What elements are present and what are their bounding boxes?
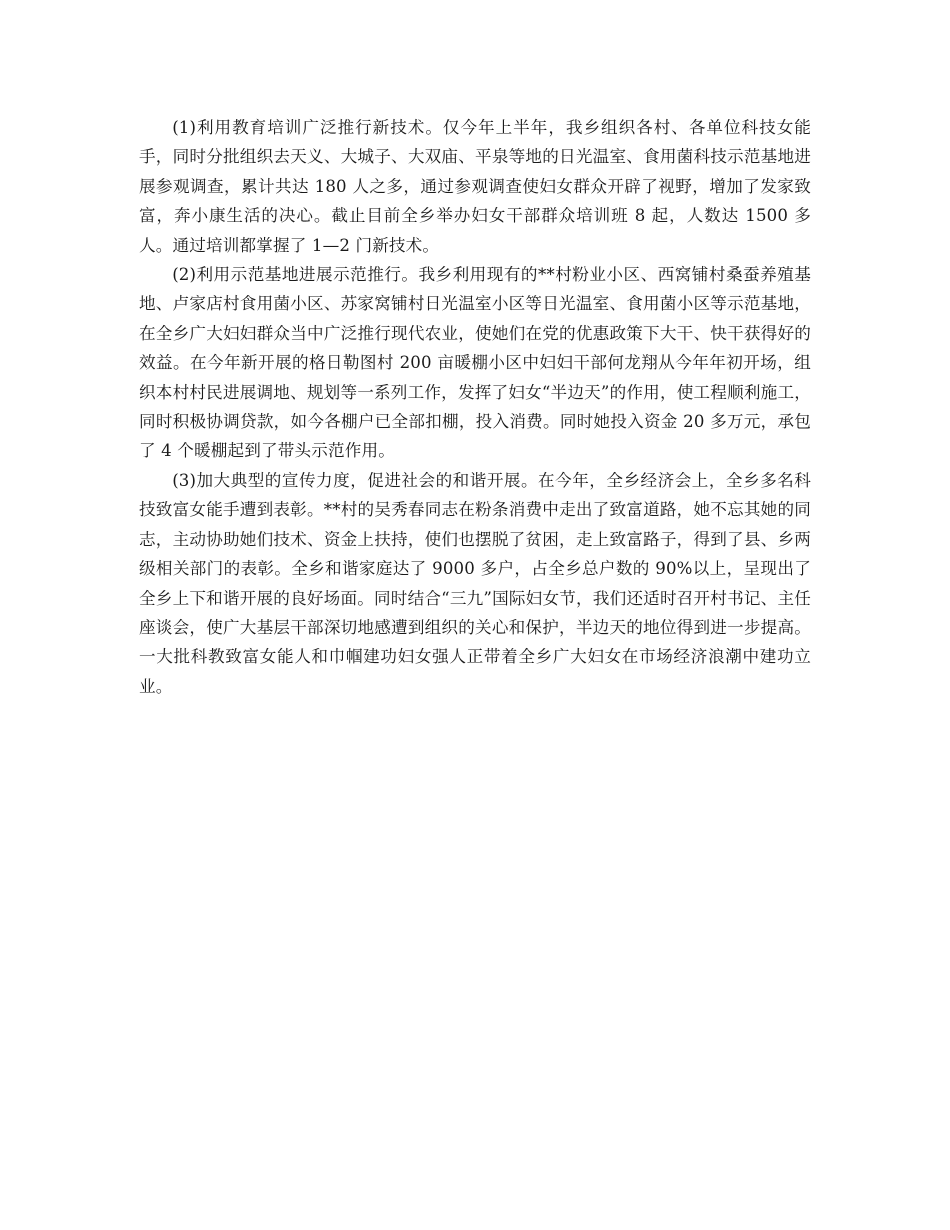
paragraph-1: (1)利用教育培训广泛推行新技术。仅今年上半年，我乡组织各村、各单位科技女能手，同时分批组织去天义、大城子、大双庙、平泉等地的日光温室、食用菌科技示范基地进展参观调查，累计共达 180 人之多，通过参观调查使妇女群众开辟了视野，增加了发家致富，奔小康生活的决心。截止目前全乡举办妇女干部群众培训班 8 起，人数达 1500 多人。通过培训都掌握了 1—2 门新技术。 [139, 118, 811, 255]
paragraph-2: (2)利用示范基地进展示范推行。我乡利用现有的**村粉业小区、西窝铺村桑蚕养殖基地、卢家店村食用菌小区、苏家窝铺村日光温室小区等日光温室、食用菌小区等示范基地，在全乡广大妇妇群众当中广泛推行现代农业，使她们在党的优惠政策下大干、快干获得好的效益。在今年新开展的格日勒图村 200 亩暖棚小区中妇妇干部何龙翔从今年年初开场，组织本村村民进展调地、规划等一系列工作，发挥了妇女“半边天”的作用，使工程顺利施工，同时积极协调贷款，如今各棚户已全部扣棚，投入消费。同时她投入资金 20 多万元，承包了 4 个暖棚起到了带头示范作用。 [139, 265, 811, 461]
document-body [139, 113, 811, 701]
paragraph-3: (3)加大典型的宣传力度，促进社会的和谐开展。在今年，全乡经济会上，全乡多名科技致富女能手遭到表彰。**村的吴秀春同志在粉条消费中走出了致富道路，她不忘其她的同志，主动协助她们技术、资金上扶持，使们也摆脱了贫困，走上致富路子，得到了县、乡两级相关部门的表彰。全乡和谐家庭达了 9000 多户，占全乡总户数的 90%以上，呈现出了全乡上下和谐开展的良好场面。同时结合“三九”国际妇女节，我们还适时召开村书记、主任座谈会，使广大基层干部深切地感遭到组织的关心和保护，半边天的地位得到进一步提高。一大批科教致富女能人和巾帼建功妇女强人正带着全乡广大妇女在市场经济浪潮中建功立业。 [139, 470, 811, 696]
